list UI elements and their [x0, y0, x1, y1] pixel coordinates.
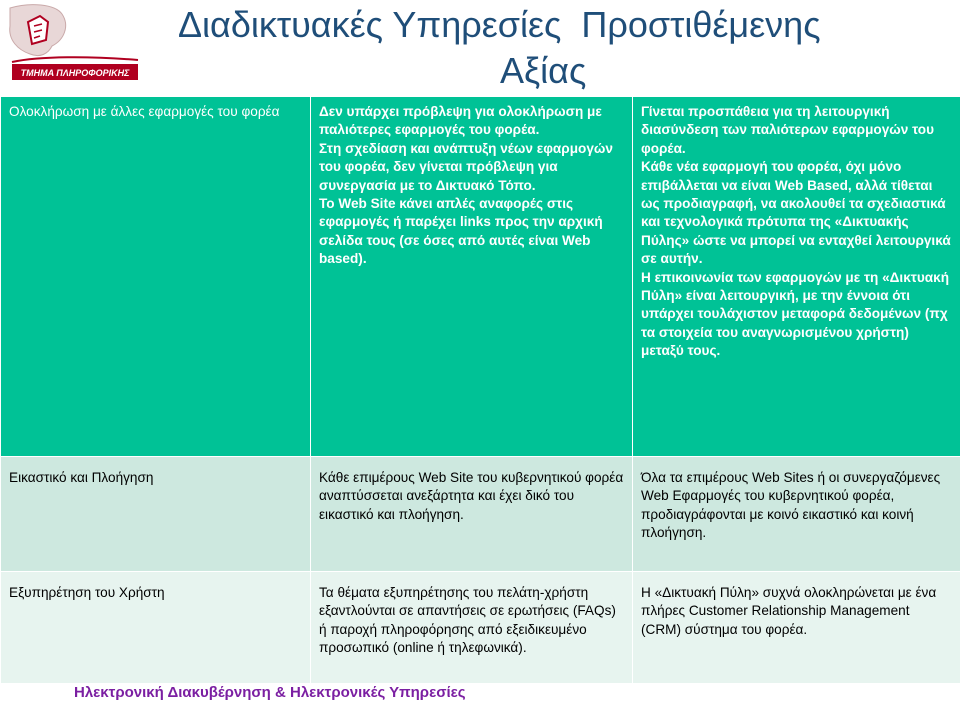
logo-text: ΤΜΗΜΑ ΠΛΗΡΟΦΟΡΙΚΗΣ: [20, 68, 130, 78]
table-row-user-service: [1, 572, 960, 684]
cell-paragraph: Η επικοινωνία των εφαρμογών με τη «Δικτυακή Πύλη» είναι λειτουργική, με την έννοια ότι υπάρχει τουλάχιστον μεταφορά δεδομένων (πχ τα στοιχεία του αναγνωρισμένου χρήστη) μεταξύ τους.: [641, 269, 950, 359]
cell-basic-integration: [311, 97, 633, 457]
table-row-design-navigation: [1, 457, 960, 572]
row-label-integration: [1, 97, 311, 457]
footer-caption: Ηλεκτρονική Διακυβέρνηση & Ηλεκτρονικές Υπηρεσίες: [74, 684, 466, 701]
department-logo-graphic: [0, 0, 140, 88]
cell-basic-design-navigation: [311, 457, 633, 572]
row-label-text: Ολοκλήρωση με άλλες εφαρμογές του φορέα: [9, 104, 280, 119]
table-row-integration: [1, 97, 960, 457]
cell-paragraph: Κάθε νέα εφαρμογή του φορέα, όχι μόνο επιβάλλεται να είναι Web Based, αλλά τίθεται ως προδιαγραφή, να ακολουθεί τα σχεδιαστικά και τεχνολογικά πρότυπα της «Δικτυακής Πύλης» ώστε να μπορεί να ενταχθεί λειτουργικά σε αυτήν.: [641, 159, 951, 267]
cell-paragraph: Τα θέματα εξυπηρέτησης του πελάτη-χρήστη εξαντλούνται σε απαντήσεις σε ερωτήσεις (FAQs) ή παροχή πληροφόρησης από εξειδικευμένο προσωπικό (online ή τηλεφωνικά).: [319, 585, 616, 656]
cell-paragraph: Η «Δικτυακή Πύλη» συχνά ολοκληρώνεται με ένα πλήρες Customer Relationship Management (CRM) σύστημα του φορέα.: [641, 585, 937, 637]
row-label-user-service: [1, 572, 311, 684]
page-title: [140, 0, 960, 96]
cell-paragraph: Όλα τα επιμέρους Web Sites ή οι συνεργαζόμενες Web Εφαρμογές του κυβερνητικού φορέα, προδιαγράφονται με κοινό εικαστικό και κοινή πλοήγηση.: [641, 470, 941, 541]
department-logo: [0, 0, 140, 88]
cell-portal-integration: [633, 97, 960, 457]
cell-paragraph: Το Web Site κάνει απλές αναφορές στις εφαρμογές ή παρέχει links προς την αρχική σελίδα τους (σε όσες από αυτές είναι Web based).: [319, 196, 603, 267]
cell-portal-user-service: [633, 572, 960, 684]
page-title-line-1: Διαδικτυακές Υπηρεσίες Προστιθέμενης: [178, 4, 821, 45]
row-label-text: Εξυπηρέτηση του Χρήστη: [9, 585, 165, 600]
comparison-table: [0, 96, 960, 684]
cell-paragraph: Στη σχεδίαση και ανάπτυξη νέων εφαρμογών του φορέα, δεν γίνεται πρόβλεψη για συνεργασία με το Δικτυακό Τόπο.: [319, 140, 613, 193]
page-title-line-2: Αξίας: [500, 50, 587, 91]
row-label-text: Εικαστικό και Πλοήγηση: [9, 470, 154, 485]
cell-paragraph: Κάθε επιμέρους Web Site του κυβερνητικού φορέα αναπτύσσεται ανεξάρτητα και έχει δικό του εικαστικό και πλοήγηση.: [319, 470, 624, 522]
cell-basic-user-service: [311, 572, 633, 684]
cell-paragraph: Γίνεται προσπάθεια για τη λειτουργική διασύνδεση των παλιότερων εφαρμογών του φορέα.: [641, 104, 934, 156]
cell-portal-design-navigation: [633, 457, 960, 572]
row-label-design-navigation: [1, 457, 311, 572]
cell-paragraph: Δεν υπάρχει πρόβλεψη για ολοκλήρωση με παλιότερες εφαρμογές του φορέα.: [319, 104, 602, 138]
